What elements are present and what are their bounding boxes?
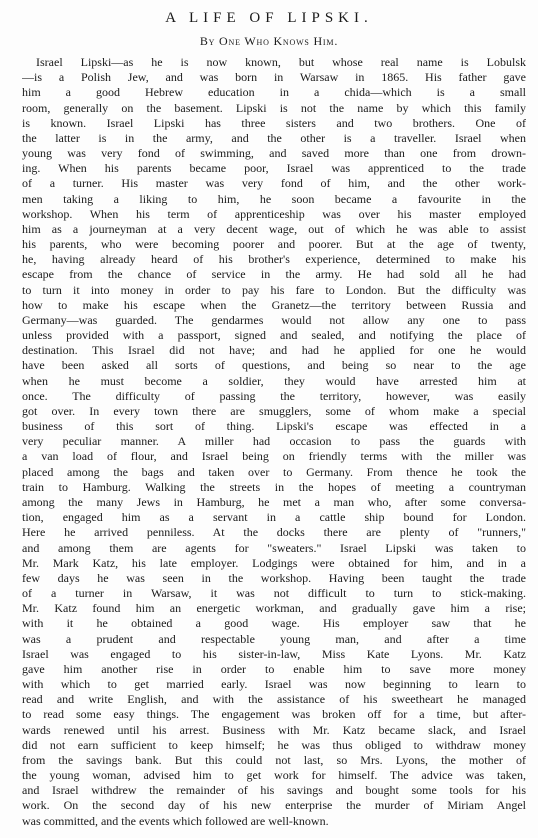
article-line: did not earn sufficient to keep himself; he was thus obliged to withdraw money [22, 737, 526, 752]
article-line: workshop. When his term of apprenticeship was over his master employed [22, 206, 526, 221]
article-line: young was very fond of swimming, and saved more than one from drown- [22, 146, 526, 161]
article-line: and Israel withdrew the remainder of his savings and bought some tools for his [22, 783, 526, 798]
article-line: business of this sort of thing. Lipski's escape was effected in a [22, 419, 526, 434]
article-line: is known. Israel Lipski has three sisters and two brothers. One of [22, 115, 526, 130]
article-line: from the savings bank. But this could not last, so Mrs. Lyons, the mother of [22, 752, 526, 767]
article-line: when he must become a soldier, they would have arrested him at [22, 373, 526, 388]
article-line: of a turner. His master was very fond of him, and the other work- [22, 176, 526, 191]
article-line: —is a Polish Jew, and was born in Warsaw in 1865. His father gave [22, 70, 526, 85]
article-line: was committed, and the events which followed are well-known. [22, 813, 329, 828]
article-line: Mr. Mark Katz, his late employer. Lodgings were obtained for him, and in a [22, 555, 526, 570]
article-line: how to make his escape when the Granetz—the territory between Russia and [22, 297, 526, 312]
article-line: him a good Hebrew education in a chida—which is a small [22, 85, 526, 100]
article-line: unless provided with a passport, signed and sealed, and notifying the place of [22, 328, 526, 343]
article-line: of a turner in Warsaw, it was not difficult to turn to stick-making. [22, 586, 526, 601]
article-body [22, 55, 526, 829]
article-line: have been asked all sorts of questions, and being so near to the age [22, 358, 526, 373]
article-line: to turn it into money in order to pay his fare to London. But the difficulty was [22, 282, 526, 297]
article-line: the latter is in the army, and the other is a traveller. Israel when [22, 130, 526, 145]
article-line: him as a journeyman at a very decent wage, out of which he was able to assist [22, 221, 526, 236]
article-line: with it he obtained a good wage. His employer saw that he [22, 616, 526, 631]
article-line: very peculiar manner. A miller had occasion to pass the guards with [22, 434, 526, 449]
article-line: men taking a liking to him, he soon became a favourite in the [22, 191, 526, 206]
article-title: A LIFE OF LIPSKI. [165, 10, 373, 26]
article-line: placed among the bags and taken over to Germany. From thence he took the [22, 464, 526, 479]
article-line: with which to get married early. Israel was now beginning to learn to [22, 677, 526, 692]
article-line: ing. When his parents became poor, Israel was apprenticed to the trade [22, 161, 526, 176]
article-line: among the many Jews in Hamburg, he met a man who, after some conversa- [22, 494, 526, 509]
article-line: wards renewed until his arrest. Business with Mr. Katz became slack, and Israel [22, 722, 526, 737]
article-line: room, generally on the basement. Lipski is not the name by which this family [22, 100, 526, 115]
article-line: once. The difficulty of passing the territory, however, was easily [22, 388, 526, 403]
article-line: Germany—was guarded. The gendarmes would not allow any one to pass [22, 312, 526, 327]
article-line: tion, engaged him as a servant in a cattle ship bound for London. [22, 510, 526, 525]
article-line: to read some easy things. The engagement was broken off for a time, but after- [22, 707, 526, 722]
article-line: train to Hamburg. Walking the streets in the hopes of meeting a countryman [22, 479, 526, 494]
article-line: destination. This Israel did not have; and had he applied for one he would [22, 343, 526, 358]
article-line: gave him another rise in order to enable him to save more money [22, 661, 526, 676]
article-line: the young woman, advised him to get work for himself. The advice was taken, [22, 768, 526, 783]
article-line: he, having already heard of his brother's experience, determined to make his [22, 252, 526, 267]
article-line: few days he was seen in the workshop. Having been taught the trade [22, 570, 526, 585]
article-byline: By One Who Knows Him. [199, 34, 339, 48]
article-line: his parents, who were becoming poorer and poorer. But at the age of twenty, [22, 237, 526, 252]
article-line: Here he arrived penniless. At the docks there are plenty of "runners," [22, 525, 526, 540]
article-line: Israel was engaged to his sister-in-law, Miss Kate Lyons. Mr. Katz [22, 646, 526, 661]
article-line: got over. In every town there are smugglers, some of whom make a special [22, 403, 526, 418]
article-line: escape from the chance of service in the army. He had sold all he had [22, 267, 526, 282]
article-line: Mr. Katz found him an energetic workman, and gradually gave him a rise; [22, 601, 526, 616]
article-line: and among them are agents for "sweaters." Israel Lipski was taken to [22, 540, 526, 555]
article-line: Israel Lipski—as he is now known, but whose real name is Lobulsk [36, 55, 526, 69]
article-line: read and write English, and with the assistance of his sweetheart he managed [22, 692, 526, 707]
article-line: work. On the second day of his new enterprise the murder of Miriam Angel [22, 798, 526, 813]
article-line: was a prudent and respectable young man, and after a time [22, 631, 526, 646]
article-line: a van load of flour, and Israel being on friendly terms with the miller was [22, 449, 526, 464]
